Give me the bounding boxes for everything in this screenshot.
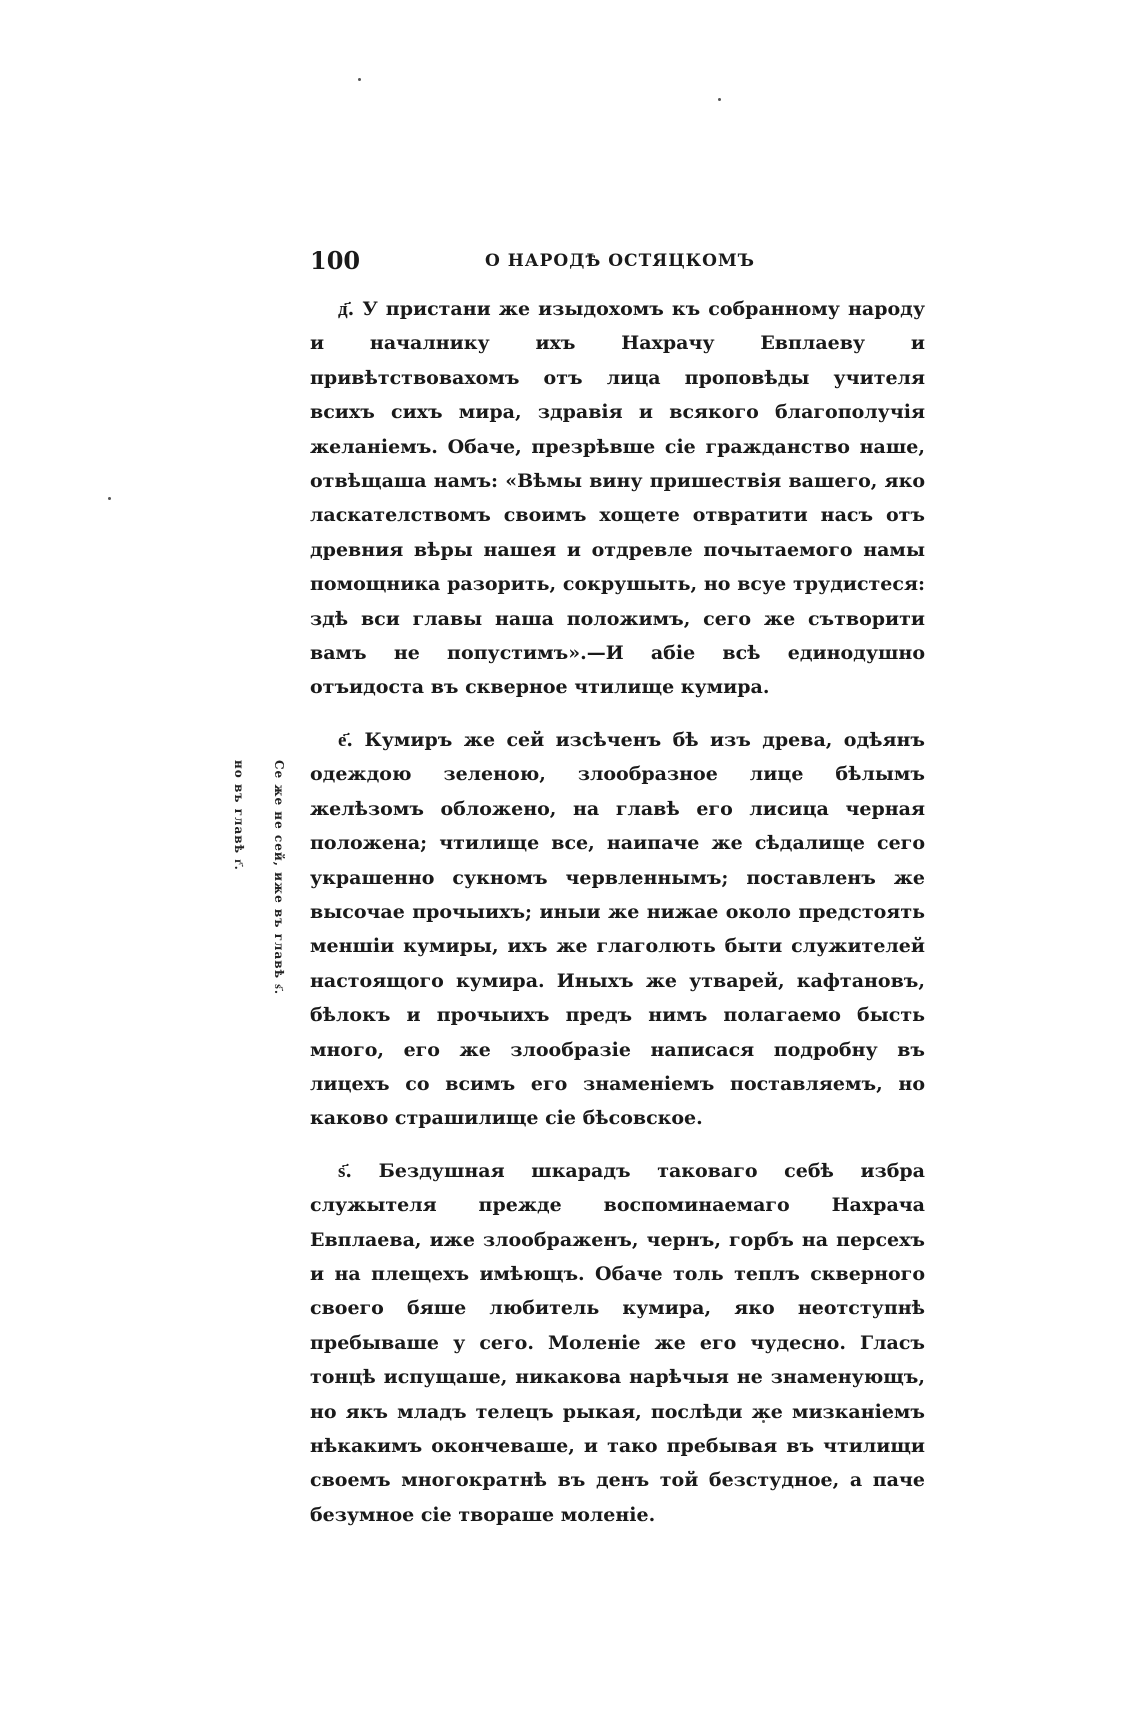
- section-numeral: е҃.: [338, 728, 354, 751]
- print-speck: [108, 497, 111, 500]
- section-numeral: д҃.: [338, 298, 355, 320]
- paragraph-text: Кумиръ же сей изсѣченъ бѣ изъ древа, одѣянъ одеждою зеленою, злообразное лице бѣлымъ желѣзомъ обложено, на главѣ его лисица черная положена; чтилище все, наипаче же сѣдалище сего украшенно сукномъ червленнымъ; поставленъ же высочае прочыихъ; иныи же нижае около предстоять меншіи кумиры, ихъ же глаголють быти служителей настоящого кумира. Иныхъ же утварей, кафтановъ, бѣлокъ и прочыихъ предъ нимъ полагаемо бысть много, его же злообразіе написася подробну въ лицехъ со всимъ его знаменіемъ поставляемъ, но каково страшилище сіе бѣсовское.: [310, 728, 925, 1130]
- body-text: [310, 292, 925, 1550]
- section-numeral: ѕ҃.: [338, 1159, 353, 1182]
- print-speck: [358, 78, 361, 81]
- paragraph-4: [310, 292, 925, 705]
- running-head: О НАРОДѢ ОСТЯЦКОМЪ: [485, 251, 755, 271]
- paragraph-6: [310, 1154, 925, 1532]
- paragraph-5: [310, 723, 925, 1136]
- marginal-note-outer: но въ главѣ г҃.: [232, 760, 246, 871]
- paragraph-text: У пристани же изыдохомъ къ собранному народу и началнику ихъ Нахрачу Евплаеву и привѣтствовахомъ отъ лица проповѣды учителя всихъ сихъ мира, здравія и всякого благополучія желаніемъ. Обаче, презрѣвше сіе гражданство наше, отвѣщаша намъ: «Вѣмы вину пришествія вашего, яко ласкателствомъ своимъ хощете отвратити насъ отъ древния вѣры нашея и отдревле почытаемого намы помощника разорить, сокрушыть, но всуе трудистеся: здѣ вси главы наша положимъ, сего же сътворити вамъ не попустимъ».—И абіе всѣ единодушно отъидоста въ скверное чтилище кумира.: [310, 298, 925, 699]
- marginal-note-inner: Се же не сей, иже въ главѣ ѕ҃.: [272, 760, 286, 996]
- print-speck: [718, 98, 721, 101]
- page-number: 100: [310, 246, 361, 275]
- paragraph-text: Бездушная шкарадъ таковаго себѣ избра служытеля прежде воспоминаемаго Нахрача Евплаева, иже злоображенъ, чернъ, горбъ на персехъ и на плещехъ имѣющъ. Обаче толь теплъ скверного своего бяше любитель кумира, яко неотступнѣ пребываше у сего. Моленіе же его чудесно. Гласъ тонцѣ испущаше, никакова нарѣчыя не знаменующъ, но якъ младъ телецъ рыкая, послѣди же мизканіемъ нѣкакимъ окончеваше, и тако пребывая въ чтилищи своемъ многократнѣ въ денъ той безстудное, а паче безумное сіе твораше моленіе.: [310, 1159, 925, 1526]
